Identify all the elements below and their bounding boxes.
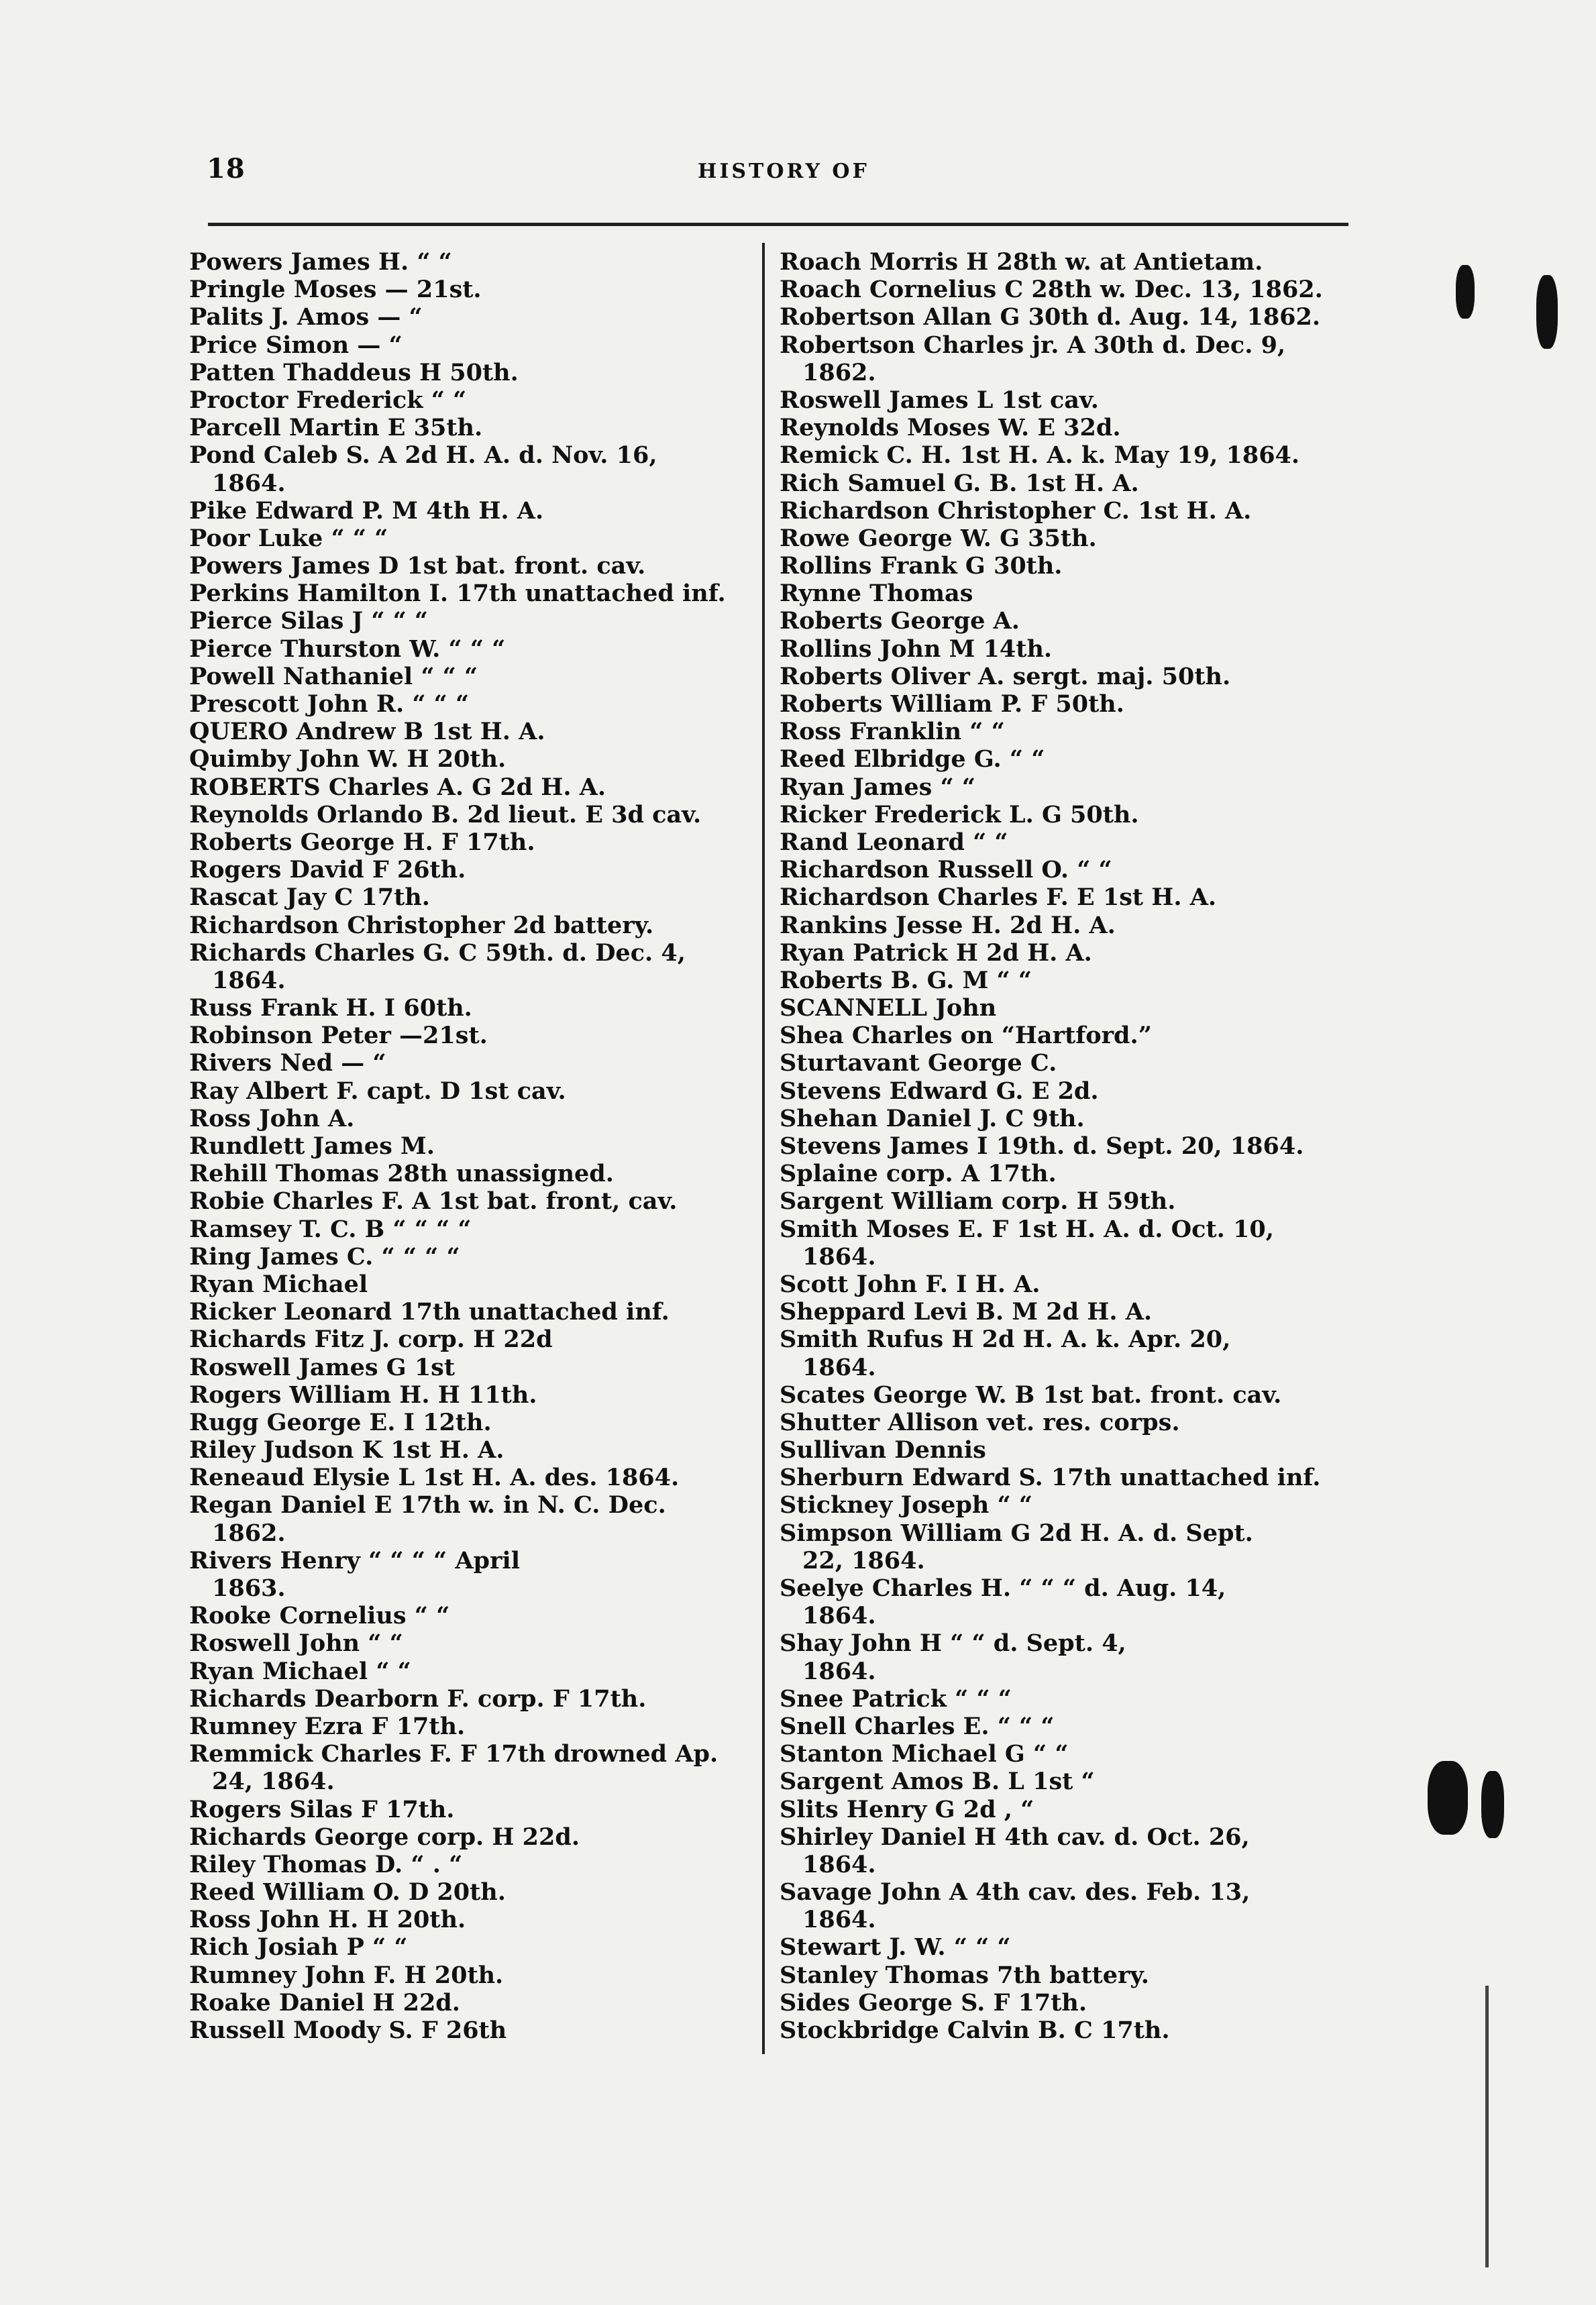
roster-entry: Splaine corp. A 17th. — [780, 1160, 1057, 1188]
roster-entry: Rivers Henry “ “ “ “ April — [189, 1546, 520, 1574]
roster-entry: Reynolds Moses W. E 32d. — [780, 414, 1121, 442]
roster-entry: 1864. — [802, 1242, 876, 1271]
running-title: HISTORY OF — [698, 160, 869, 183]
roster-entry: Ross John A. — [189, 1104, 355, 1132]
roster-entry: Rowe George W. G 35th. — [780, 524, 1097, 552]
roster-entry: Rugg George E. I 12th. — [189, 1408, 492, 1436]
roster-entry: Richards George corp. H 22d. — [189, 1823, 580, 1851]
roster-entry: 1864. — [802, 1602, 876, 1630]
roster-entry: Pierce Thurston W. “ “ “ — [189, 635, 506, 663]
ink-speck — [1456, 265, 1475, 319]
roster-entry: Stanley Thomas 7th battery. — [780, 1961, 1149, 1989]
roster-entry: Pike Edward P. M 4th H. A. — [189, 496, 544, 525]
roster-entry: Price Simon — “ — [189, 331, 403, 359]
roster-entry: Savage John A 4th cav. des. Feb. 13, — [780, 1878, 1251, 1907]
roster-entry: Rumney John F. H 20th. — [189, 1961, 504, 1989]
roster-entry: Roswell James G 1st — [189, 1353, 456, 1381]
roster-entry: 1864. — [212, 469, 286, 497]
roster-entry: Stockbridge Calvin B. C 17th. — [780, 2017, 1170, 2044]
roster-entry: Scott John F. I H. A. — [780, 1270, 1041, 1298]
roster-entry: 22, 1864. — [802, 1546, 925, 1574]
roster-entry: Robertson Charles jr. A 30th d. Dec. 9, — [780, 331, 1286, 359]
roster-entry: Stevens Edward G. E 2d. — [780, 1077, 1099, 1105]
roster-entry: 1864. — [802, 1850, 876, 1878]
roster-entry: Riley Judson K 1st H. A. — [189, 1436, 504, 1464]
page-edge-line — [1485, 1986, 1489, 2267]
roster-entry: Sargent Amos B. L 1st “ — [780, 1768, 1095, 1796]
roster-entry: Slits Henry G 2d , “ — [780, 1795, 1034, 1823]
page-number: 18 — [207, 153, 246, 184]
roster-entry: Ricker Frederick L. G 50th. — [780, 800, 1139, 828]
roster-entry: Russell Moody S. F 26th — [189, 2017, 507, 2044]
roster-entry: Richards Charles G. C 59th. d. Dec. 4, — [189, 939, 686, 967]
roster-entry: Reynolds Orlando B. 2d lieut. E 3d cav. — [189, 800, 702, 828]
roster-entry: Rivers Ned — “ — [189, 1049, 386, 1077]
roster-entry: Snee Patrick “ “ “ — [780, 1684, 1012, 1713]
roster-entry: Roach Cornelius C 28th w. Dec. 13, 1862. — [780, 276, 1323, 304]
ink-speck — [1428, 1761, 1468, 1835]
left-column-roster — [189, 248, 753, 2044]
roster-entry: Rooke Cornelius “ “ — [189, 1602, 450, 1630]
roster-entry: Ross Franklin “ “ — [780, 718, 1005, 746]
roster-entry: Richardson Christopher 2d battery. — [189, 911, 654, 939]
roster-entry: Rumney Ezra F 17th. — [189, 1712, 466, 1740]
roster-entry: Snell Charles E. “ “ “ — [780, 1712, 1055, 1740]
roster-entry: 1863. — [212, 1574, 286, 1602]
roster-entry: Powers James H. “ “ — [189, 248, 452, 276]
roster-entry: Richardson Christopher C. 1st H. A. — [780, 496, 1252, 525]
roster-entry: Shay John H “ “ d. Sept. 4, — [780, 1629, 1126, 1658]
roster-entry: Sides George S. F 17th. — [780, 1988, 1087, 2017]
roster-entry: 24, 1864. — [212, 1768, 335, 1796]
roster-entry: Ricker Leonard 17th unattached inf. — [189, 1298, 670, 1326]
roster-entry: Rand Leonard “ “ — [780, 828, 1008, 856]
roster-entry: Ryan James “ “ — [780, 773, 975, 801]
roster-entry: Roach Morris H 28th w. at Antietam. — [780, 248, 1263, 276]
roster-entry: Ray Albert F. capt. D 1st cav. — [189, 1077, 566, 1105]
roster-entry: Robinson Peter —21st. — [189, 1022, 488, 1050]
roster-entry: Rehill Thomas 28th unassigned. — [189, 1160, 614, 1188]
roster-entry: Robie Charles F. A 1st bat. front, cav. — [189, 1187, 678, 1216]
roster-entry: Richards Fitz J. corp. H 22d — [189, 1326, 553, 1354]
roster-entry: Remick C. H. 1st H. A. k. May 19, 1864. — [780, 441, 1300, 470]
roster-entry: Powell Nathaniel “ “ “ — [189, 662, 478, 690]
roster-entry: Smith Moses E. F 1st H. A. d. Oct. 10, — [780, 1215, 1274, 1243]
roster-entry: Pond Caleb S. A 2d H. A. d. Nov. 16, — [189, 441, 657, 470]
roster-entry: Rankins Jesse H. 2d H. A. — [780, 911, 1116, 939]
roster-entry: Ryan Patrick H 2d H. A. — [780, 939, 1092, 967]
roster-entry: 1864. — [212, 966, 286, 994]
roster-entry: Russ Frank H. I 60th. — [189, 994, 472, 1022]
roster-entry: Riley Thomas D. “ . “ — [189, 1850, 463, 1878]
roster-entry: Sullivan Dennis — [780, 1436, 986, 1464]
roster-entry: Ross John H. H 20th. — [189, 1906, 466, 1934]
roster-entry: Rogers Silas F 17th. — [189, 1795, 455, 1823]
roster-entry: Stewart J. W. “ “ “ — [780, 1933, 1011, 1962]
roster-entry: Shea Charles on “Hartford.” — [780, 1022, 1152, 1050]
roster-entry: 1862. — [802, 358, 876, 386]
roster-entry: Reed Elbridge G. “ “ — [780, 745, 1045, 773]
roster-entry: Pierce Silas J “ “ “ — [189, 607, 429, 635]
roster-entry: Smith Rufus H 2d H. A. k. Apr. 20, — [780, 1326, 1231, 1354]
roster-entry: Richardson Charles F. E 1st H. A. — [780, 883, 1217, 912]
roster-entry: Rogers William H. H 11th. — [189, 1381, 537, 1409]
roster-entry: Regan Daniel E 17th w. in N. C. Dec. — [189, 1491, 666, 1519]
roster-entry: Rich Josiah P “ “ — [189, 1933, 408, 1962]
roster-entry: Sturtavant George C. — [780, 1049, 1057, 1077]
roster-entry: Roberts B. G. M “ “ — [780, 966, 1032, 994]
roster-entry: Rich Samuel G. B. 1st H. A. — [780, 469, 1139, 497]
roster-entry: Richards Dearborn F. corp. F 17th. — [189, 1684, 647, 1713]
roster-entry: Roberts George H. F 17th. — [189, 828, 535, 856]
roster-entry: Scates George W. B 1st bat. front. cav. — [780, 1381, 1282, 1409]
roster-entry: Poor Luke “ “ “ — [189, 524, 388, 552]
column-divider — [762, 243, 765, 2054]
roster-entry: Rascat Jay C 17th. — [189, 883, 430, 912]
ink-speck — [1536, 275, 1558, 349]
roster-entry: 1864. — [802, 1657, 876, 1685]
roster-entry: 1864. — [802, 1906, 876, 1934]
roster-entry: Perkins Hamilton I. 17th unattached inf. — [189, 580, 726, 608]
roster-entry: Simpson William G 2d H. A. d. Sept. — [780, 1519, 1253, 1547]
roster-entry: Roberts George A. — [780, 607, 1020, 635]
roster-entry: Rundlett James M. — [189, 1132, 435, 1160]
roster-entry: Ring James C. “ “ “ “ — [189, 1242, 460, 1271]
roster-entry: 1864. — [802, 1353, 876, 1381]
roster-entry: Ryan Michael — [189, 1270, 368, 1298]
roster-entry: Ramsey T. C. B “ “ “ “ — [189, 1215, 472, 1243]
roster-entry: Remmick Charles F. F 17th drowned Ap. — [189, 1740, 719, 1768]
roster-entry: Palits J. Amos — “ — [189, 303, 423, 331]
roster-entry: Reed William O. D 20th. — [189, 1878, 506, 1907]
roster-entry: Stickney Joseph “ “ — [780, 1491, 1032, 1519]
roster-entry: Rollins John M 14th. — [780, 635, 1053, 663]
roster-entry: Roswell James L 1st cav. — [780, 386, 1099, 414]
roster-entry: Rogers David F 26th. — [189, 856, 466, 884]
roster-entry: Roberts William P. F 50th. — [780, 690, 1124, 718]
roster-entry: 1862. — [212, 1519, 286, 1547]
roster-entry: Sheppard Levi B. M 2d H. A. — [780, 1298, 1153, 1326]
roster-entry: Rollins Frank G 30th. — [780, 552, 1063, 580]
roster-entry: Robertson Allan G 30th d. Aug. 14, 1862. — [780, 303, 1321, 331]
roster-entry: Sargent William corp. H 59th. — [780, 1187, 1176, 1216]
roster-entry: Powers James D 1st bat. front. cav. — [189, 552, 646, 580]
roster-entry: Shehan Daniel J. C 9th. — [780, 1104, 1085, 1132]
roster-entry: Ryan Michael “ “ — [189, 1657, 411, 1685]
roster-entry: Proctor Frederick “ “ — [189, 386, 467, 414]
roster-entry: Seelye Charles H. “ “ “ d. Aug. 14, — [780, 1574, 1226, 1602]
ink-speck — [1481, 1771, 1504, 1838]
roster-entry: Prescott John R. “ “ “ — [189, 690, 470, 718]
roster-entry: Stanton Michael G “ “ — [780, 1740, 1069, 1768]
roster-entry: Patten Thaddeus H 50th. — [189, 358, 519, 386]
roster-entry: Roake Daniel H 22d. — [189, 1988, 460, 2017]
roster-entry: Roberts Oliver A. sergt. maj. 50th. — [780, 662, 1231, 690]
roster-entry: Shutter Allison vet. res. corps. — [780, 1408, 1180, 1436]
roster-entry: Parcell Martin E 35th. — [189, 414, 483, 442]
roster-entry: QUERO Andrew B 1st H. A. — [189, 718, 545, 746]
roster-entry: Pringle Moses — 21st. — [189, 276, 482, 304]
roster-entry: Stevens James I 19th. d. Sept. 20, 1864. — [780, 1132, 1304, 1160]
roster-entry: ROBERTS Charles A. G 2d H. A. — [189, 773, 606, 801]
roster-entry: Richardson Russell O. “ “ — [780, 856, 1112, 884]
roster-entry: Sherburn Edward S. 17th unattached inf. — [780, 1464, 1321, 1492]
roster-entry: Reneaud Elysie L 1st H. A. des. 1864. — [189, 1464, 680, 1492]
header-rule — [208, 223, 1348, 226]
roster-entry: Roswell John “ “ — [189, 1629, 403, 1658]
roster-entry: Quimby John W. H 20th. — [189, 745, 507, 773]
roster-entry: Shirley Daniel H 4th cav. d. Oct. 26, — [780, 1823, 1250, 1851]
right-column-roster — [780, 248, 1356, 2044]
roster-entry: SCANNELL John — [780, 994, 997, 1022]
roster-entry: Rynne Thomas — [780, 580, 973, 608]
